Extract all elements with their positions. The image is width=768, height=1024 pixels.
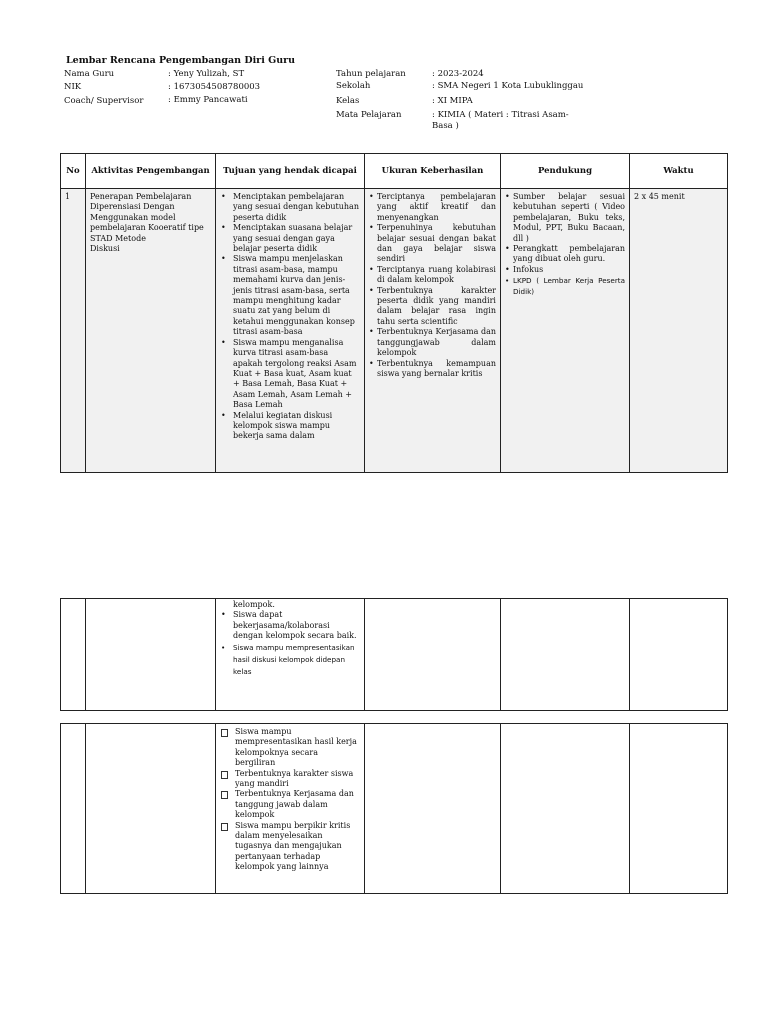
label-coach: Coach/ Supervisor — [64, 96, 144, 106]
table-header-row — [61, 154, 728, 189]
header-tujuan: Tujuan yang hendak dicapai — [216, 154, 365, 189]
table-row — [61, 189, 728, 473]
list-item: • Melalui kegiatan diskusi kelompok siswa mampu bekerja sama dalam — [219, 411, 360, 442]
table-row — [61, 599, 728, 711]
cell-tujuan — [216, 599, 365, 711]
cell-ukuran — [365, 724, 501, 894]
aktivitas-text: Diskusi — [90, 244, 120, 254]
list-item: • Terciptanya pembelajaran yang aktif kreatif dan menyenangkan — [369, 192, 496, 223]
list-item: • Siswa mampu menjelaskan titrasi asam-basa, mampu memahami kurva dan jenis-jenis titrasi asam-basa, serta mampu menghitung kadar suatu zat yang belum di ketahui menggunakan konsep titrasi asam-basa — [219, 254, 360, 337]
continued-text: kelompok. — [233, 600, 275, 609]
label-nama-guru: Nama Guru — [64, 69, 115, 79]
continuation-table-1 — [60, 598, 728, 711]
table-row — [61, 724, 728, 894]
list-item: Terbentuknya karakter siswa yang mandiri — [219, 769, 360, 790]
label-mapel: Mata Pelajaran — [336, 110, 402, 120]
value-sekolah: : SMA Negeri 1 Kota Lubuklinggau — [432, 81, 584, 91]
value-nik: : 1673054508780003 — [168, 82, 261, 92]
list-item: • Terpenuhinya kebutuhan belajar sesuai dengan bakat dan gaya belajar siswa sendiri — [369, 223, 496, 265]
header-no: No — [61, 154, 86, 189]
cell-pendukung — [501, 599, 630, 711]
label-kelas: Kelas — [336, 96, 360, 106]
header-pendukung: Pendukung — [501, 154, 630, 189]
list-item: Terbentuknya Kerjasama dan tanggung jawab dalam kelompok — [219, 789, 360, 820]
header-aktivitas: Aktivitas Pengembangan — [86, 154, 216, 189]
list-item: • LKPD ( Lembar Kerja Peserta Didik) — [505, 275, 625, 297]
list-item: • Terbentuknya kemampuan siswa yang bernalar kritis — [369, 359, 496, 380]
cell-waktu — [630, 599, 728, 711]
value-tahun: : 2023-2024 — [432, 69, 484, 79]
label-tahun: Tahun pelajaran — [336, 69, 406, 79]
header-waktu: Waktu — [630, 154, 728, 189]
continuation-table-2 — [60, 723, 728, 894]
cell-no: 1 — [61, 189, 86, 473]
cell-waktu — [630, 724, 728, 894]
cell-pendukung — [501, 189, 630, 473]
value-mapel: : KIMIA ( Materi : Titrasi Asam-Basa ) — [432, 110, 569, 131]
list-item: Siswa mampu mempresentasikan hasil kerja kelompoknya secara bergiliran — [219, 727, 360, 769]
list-item: • Siswa mampu mempresentasikan hasil diskusi kelompok didepan kelas — [219, 642, 360, 678]
value-nama-guru: : Yeny Yulizah, ST — [168, 69, 245, 79]
cell-aktivitas — [86, 189, 216, 473]
list-item: • Menciptakan suasana belajar yang sesuai dengan gaya belajar peserta didik — [219, 223, 360, 254]
development-plan-table — [60, 153, 728, 473]
list-item: • Sumber belajar sesuai kebutuhan seperti ( Video pembelajaran, Buku teks, Modul, PPT, Buku Bacaan, dll ) — [505, 192, 625, 244]
list-item: • Perangkatt pembelajaran yang dibuat oleh guru. — [505, 244, 625, 265]
list-item: • Siswa mampu menganalisa kurva titrasi asam-basa apakah tergolong reaksi Asam Kuat + Basa kuat, Asam kuat + Basa Lemah, Basa Kuat + Asam Lemah, Asam Lemah + Basa Lemah — [219, 338, 360, 411]
cell-no — [61, 724, 86, 894]
cell-ukuran — [365, 599, 501, 711]
label-sekolah: Sekolah — [336, 81, 371, 91]
cell-aktivitas — [86, 599, 216, 711]
cell-pendukung — [501, 724, 630, 894]
header-ukuran: Ukuran Keberhasilan — [365, 154, 501, 189]
document-title: Lembar Rencana Pengembangan Diri Guru — [66, 55, 296, 66]
list-item: • Infokus — [505, 265, 625, 275]
aktivitas-text: Penerapan Pembelajaran Diperensiasi Dengan Menggunakan model pembelajaran Kooeratif tipe STAD Metode — [90, 192, 204, 243]
list-item: • Terciptanya ruang kolabirasi di dalam kelompok — [369, 265, 496, 286]
cell-ukuran — [365, 189, 501, 473]
cell-no — [61, 599, 86, 711]
cell-aktivitas — [86, 724, 216, 894]
list-item: • Terbentuknya Kerjasama dan tanggungjawab dalam kelompok — [369, 327, 496, 358]
value-coach: : Emmy Pancawati — [168, 95, 248, 105]
list-item: Siswa mampu berpikir kritis dalam menyelesaikan tugasnya dan mengajukan pertanyaan terhadap kelompok yang lainnya — [219, 821, 360, 873]
cell-tujuan — [216, 724, 365, 894]
cell-tujuan — [216, 189, 365, 473]
value-kelas: : XI MIPA — [432, 96, 473, 106]
list-item: • Siswa dapat bekerjasama/kolaborasi dengan kelompok secara baik. — [219, 610, 360, 641]
list-item: • Menciptakan pembelajaran yang sesuai dengan kebutuhan peserta didik — [219, 192, 360, 223]
label-nik: NIK — [64, 82, 82, 92]
list-item: • Terbentuknya karakter peserta didik yang mandiri dalam belajar rasa ingin tahu serta scientific — [369, 286, 496, 328]
cell-waktu: 2 x 45 menit — [630, 189, 728, 473]
